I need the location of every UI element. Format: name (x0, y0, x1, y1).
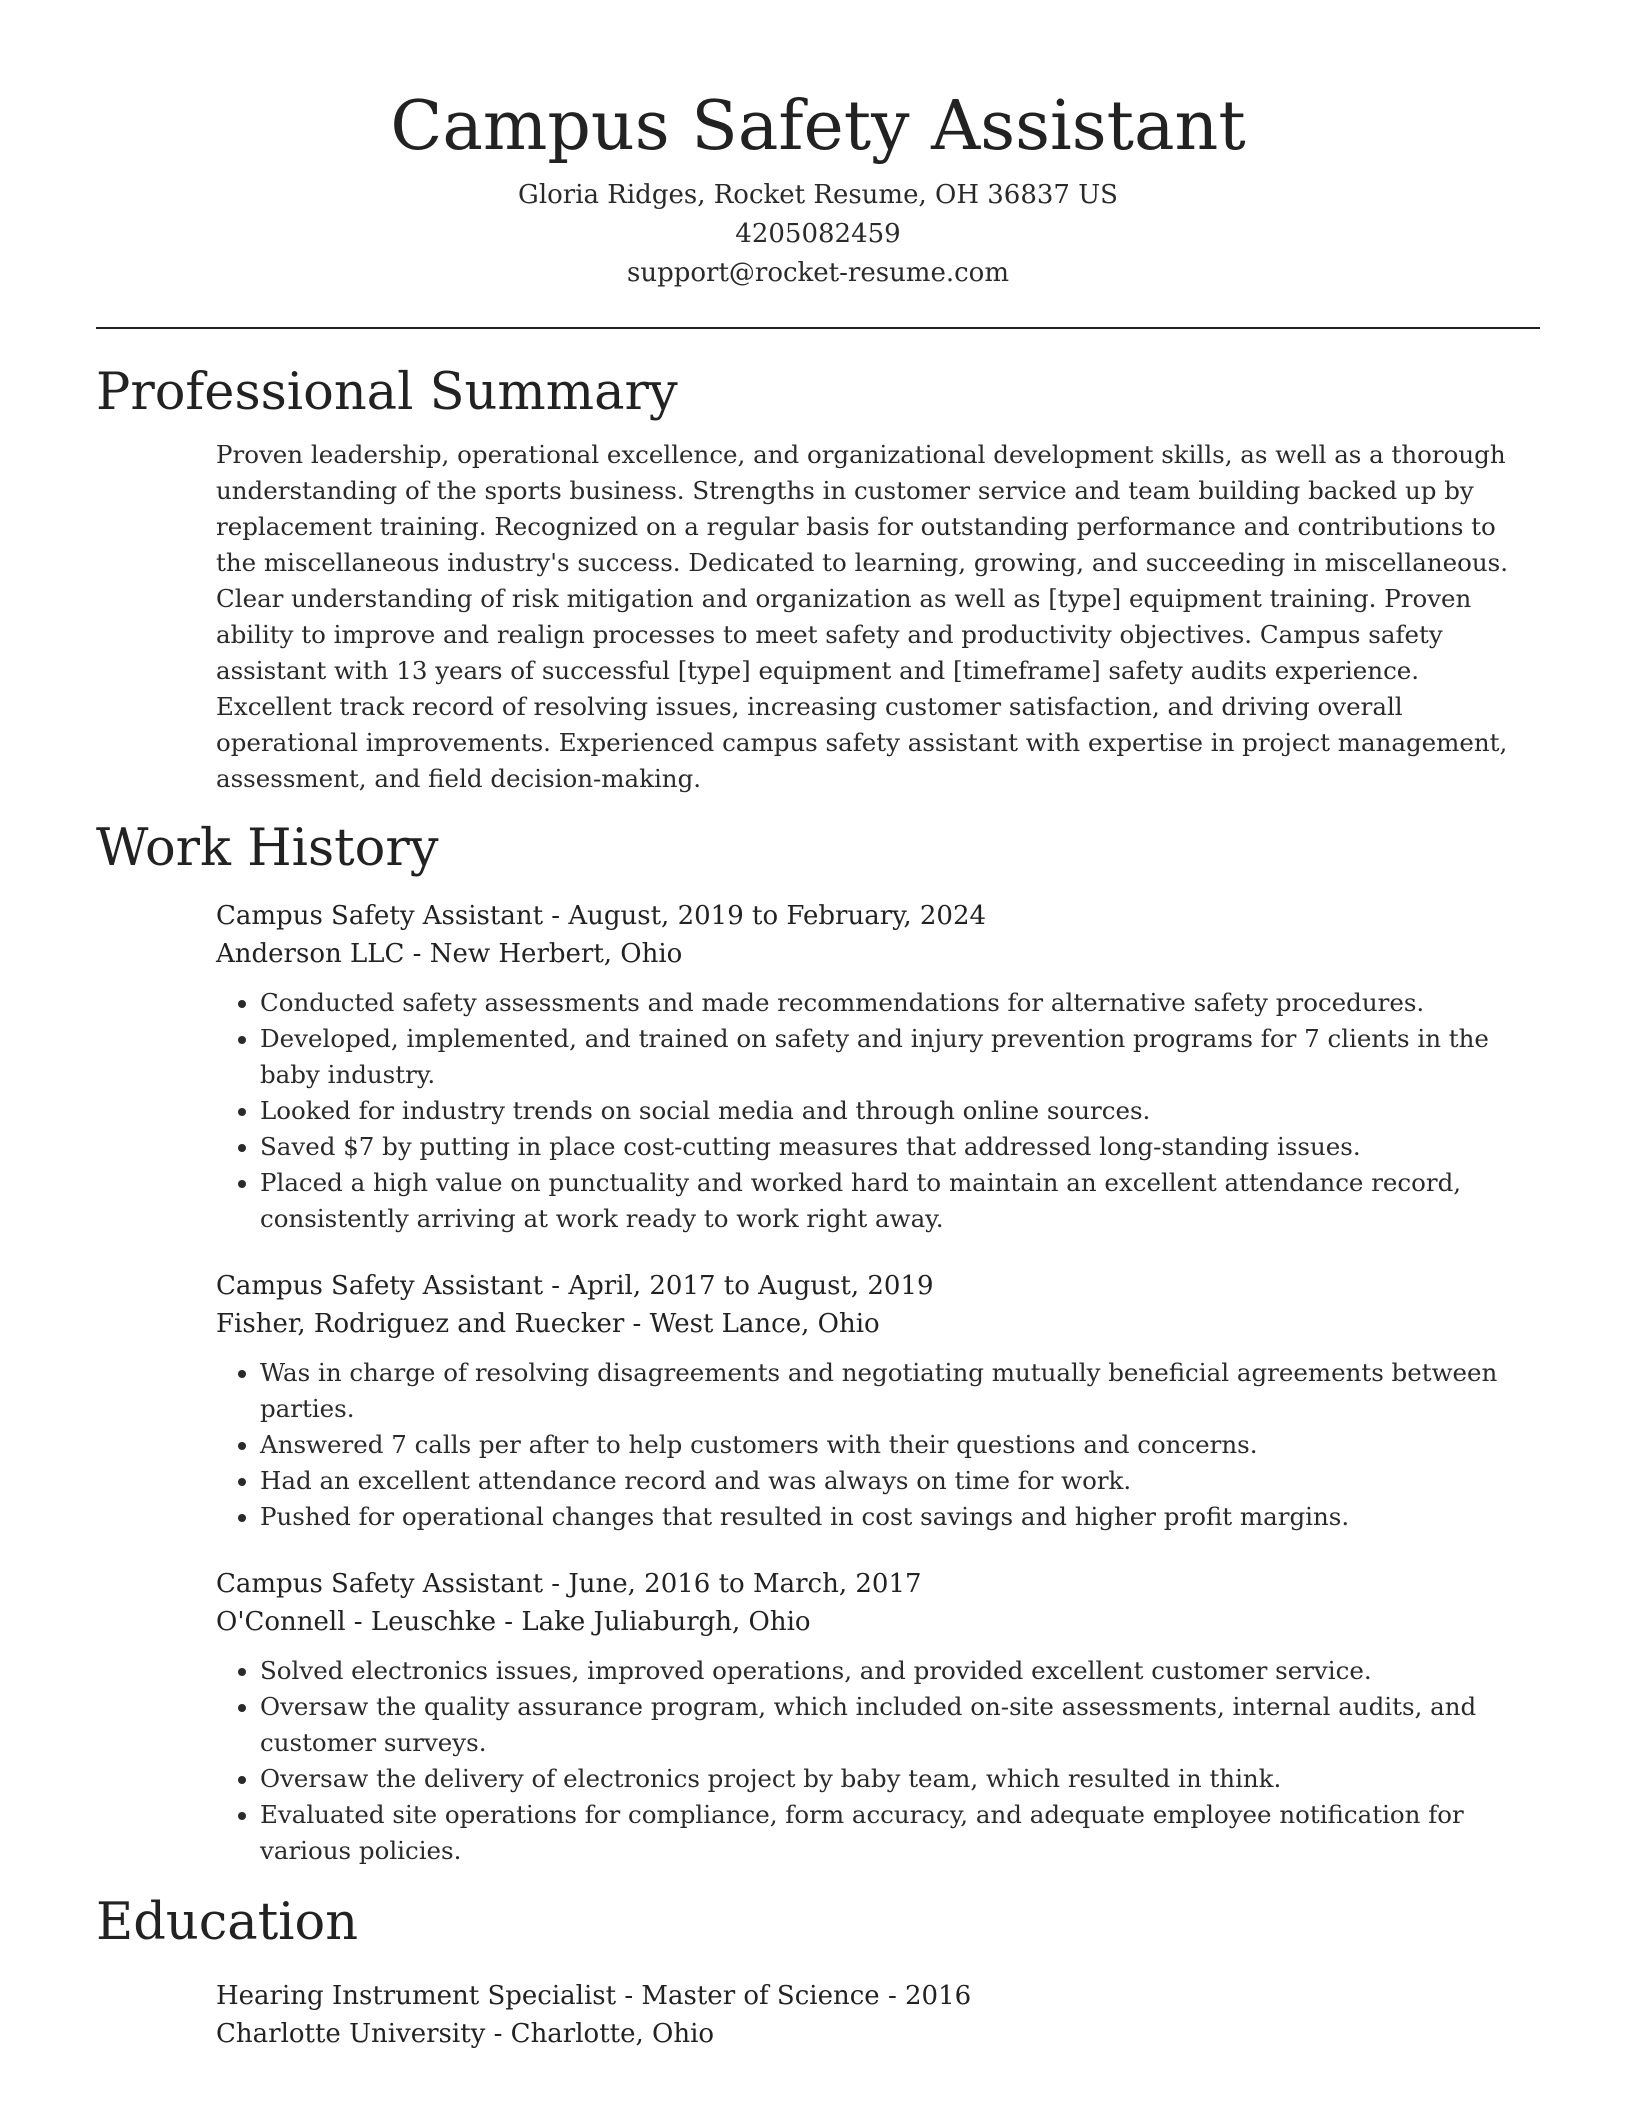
education-school-line: Charlotte University - Charlotte, Ohio (216, 2019, 715, 2049)
summary-text: Proven leadership, operational excellence, and organizational development skills, as well as a thorough understanding of the sports business. Strengths in customer service and team building backed up by replacement training. Recognized on a regular basis for outstanding performance and contributions to the miscellaneous industry's success. Dedicated to learning, growing, and succeeding in miscellaneous. Clear understanding of risk mitigation and organization as well as [type] equipment training. Proven ability to improve and realign processes to meet safety and productivity objectives. Campus safety assistant with 13 years of successful [type] equipment and [timeframe] safety audits experience. Excellent track record of resolving issues, increasing customer satisfaction, and driving overall operational improvements. Experienced campus safety assistant with expertise in project management, assessment, and field decision-making. (216, 440, 1508, 793)
job-company-line: O'Connell - Leuschke - Lake Juliaburgh, Ohio (216, 1607, 811, 1637)
job-title-line: Campus Safety Assistant - August, 2019 to February, 2024 (216, 901, 987, 931)
job-bullets (216, 985, 1540, 1237)
job-bullets (216, 1355, 1540, 1535)
education-heading: Education (96, 1893, 359, 1952)
resume-page (96, 0, 1540, 2053)
job-bullet: • Placed a high value on punctuality and worked hard to maintain an excellent attendance record, consistently arriving at work ready to work right away. (260, 1165, 1540, 1237)
jobs-list (216, 897, 1540, 1869)
education-section (96, 1891, 1540, 2053)
contact-block (96, 176, 1540, 293)
job-bullet: • Conducted safety assessments and made recommendations for alternative safety procedures. (260, 985, 1540, 1021)
job-entry (216, 897, 1540, 1237)
job-bullet: • Saved $7 by putting in place cost-cutting measures that addressed long-standing issues. (260, 1129, 1540, 1165)
job-title-line: Campus Safety Assistant - April, 2017 to August, 2019 (216, 1271, 934, 1301)
work-history-section (96, 817, 1540, 1869)
job-bullet: • Oversaw the delivery of electronics project by baby team, which resulted in think. (260, 1761, 1540, 1797)
job-bullet: • Oversaw the quality assurance program, which included on-site assessments, internal audits, and customer surveys. (260, 1689, 1540, 1761)
work-history-heading: Work History (96, 819, 439, 878)
job-bullet: • Evaluated site operations for compliance, form accuracy, and adequate employee notification for various policies. (260, 1797, 1540, 1869)
job-entry (216, 1267, 1540, 1535)
contact-phone: 4205082459 (735, 219, 901, 249)
job-bullets (216, 1653, 1540, 1869)
job-title-line: Campus Safety Assistant - June, 2016 to March, 2017 (216, 1569, 922, 1599)
job-bullet: • Answered 7 calls per after to help customers with their questions and concerns. (260, 1427, 1540, 1463)
job-bullet: • Looked for industry trends on social media and through online sources. (260, 1093, 1540, 1129)
education-entry (216, 1977, 1540, 2053)
job-bullet: • Had an excellent attendance record and was always on time for work. (260, 1463, 1540, 1499)
job-bullet: • Developed, implemented, and trained on safety and injury prevention programs for 7 clients in the baby industry. (260, 1021, 1540, 1093)
education-list (216, 1977, 1540, 2053)
job-company-line: Fisher, Rodriguez and Ruecker - West Lance, Ohio (216, 1309, 880, 1339)
resume-header (96, 0, 1540, 293)
resume-title: Campus Safety Assistant (390, 87, 1246, 166)
education-degree-line: Hearing Instrument Specialist - Master of Science - 2016 (216, 1981, 972, 2011)
job-company-line: Anderson LLC - New Herbert, Ohio (216, 939, 683, 969)
summary-heading: Professional Summary (96, 363, 678, 422)
contact-email: support@rocket-resume.com (626, 258, 1009, 288)
job-bullet: • Pushed for operational changes that resulted in cost savings and higher profit margins. (260, 1499, 1540, 1535)
summary-section (96, 361, 1540, 797)
job-entry (216, 1565, 1540, 1869)
contact-address: Gloria Ridges, Rocket Resume, OH 36837 US (518, 180, 1118, 210)
job-bullet: • Was in charge of resolving disagreements and negotiating mutually beneficial agreements between parties. (260, 1355, 1540, 1427)
job-bullet: • Solved electronics issues, improved operations, and provided excellent customer service. (260, 1653, 1540, 1689)
header-divider (96, 327, 1540, 329)
